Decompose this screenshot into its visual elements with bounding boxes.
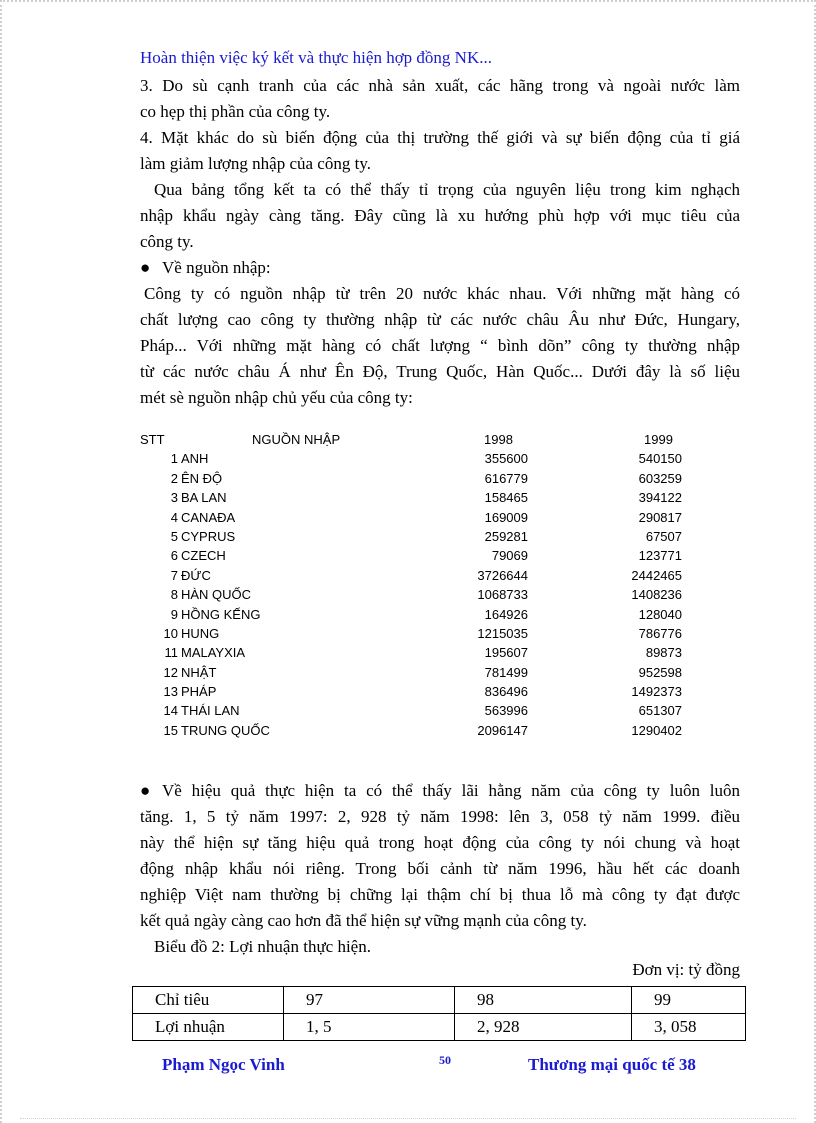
value-1999: 89873 (645, 645, 682, 661)
value-1999: 2442465 (631, 567, 682, 583)
column-header-source: NGUỒN NHẬP (252, 432, 341, 447)
value-1998: 3726644 (477, 567, 528, 583)
value-1998: 563996 (484, 703, 528, 719)
source-name: ÊN ĐỘ (181, 470, 223, 486)
row-number: 3 (170, 490, 178, 506)
profit-table-header-row (133, 987, 746, 1014)
source-name: HỒNG KẾNG (181, 606, 261, 622)
unit-label: Đơn vị: tỷ đồng (632, 960, 740, 979)
table-cell: 97 (284, 987, 455, 1014)
value-1999: 1290402 (631, 722, 682, 738)
text-line: này thể hiện sự tăng hiệu quả trong hoạt động của công ty nói chung và hoạt (140, 833, 740, 852)
text-line: 3. Do sù cạnh tranh của các nhà sản xuất, các hãng trong và ngoài nước làm (140, 76, 740, 95)
row-number: 9 (170, 606, 178, 622)
row-number: 13 (163, 684, 178, 700)
value-1998: 1215035 (477, 625, 528, 641)
text-line: làm giảm lượng nhập của công ty. (140, 154, 371, 173)
row-number: 7 (170, 567, 178, 583)
table-cell: 3, 058 (632, 1014, 746, 1041)
footer-course: Thương mại quốc tế 38 (528, 1055, 696, 1074)
table-cell: 98 (455, 987, 632, 1014)
column-header-stt: STT (140, 432, 165, 447)
text-line: kết quả ngày càng cao hơn đã thể hiện sự vững mạnh của công ty. (140, 911, 587, 930)
source-name: THÁI LAN (181, 703, 240, 719)
source-name: CANAĐA (181, 509, 236, 525)
text-line: 4. Mặt khác do sù biến động của thị trường thế giới và sự biến động của tỉ giá (140, 128, 740, 147)
value-1999: 67507 (645, 528, 682, 544)
text-line: công ty. (140, 232, 194, 251)
source-name: HÀN QUỐC (181, 587, 252, 603)
value-1998: 164926 (484, 606, 528, 622)
value-1998: 836496 (484, 684, 528, 700)
row-number: 12 (163, 664, 178, 680)
text-line: Pháp... Với những mặt hàng có chất lượng “ bình dõn” công ty thường nhập (140, 336, 740, 355)
value-1998: 259281 (484, 528, 528, 544)
bullet-heading (140, 255, 740, 281)
source-name: ĐỨC (181, 567, 211, 583)
value-1999: 290817 (638, 509, 682, 525)
text-line-content: Về hiệu quả thực hiện ta có thể thấy lãi hằng năm của công ty luôn luôn (162, 781, 740, 800)
value-1998: 158465 (484, 490, 528, 506)
value-1998: 1068733 (477, 587, 528, 603)
header-link[interactable]: Hoàn thiện việc ký kết và thực hiện hợp đồng NK... (140, 48, 492, 67)
value-1999: 123771 (638, 548, 682, 564)
source-name: NHẬT (181, 664, 217, 680)
bottom-divider (20, 1118, 796, 1119)
table-cell: Chỉ tiêu (133, 987, 284, 1014)
source-name: HUNG (181, 625, 220, 641)
row-number: 10 (163, 625, 178, 641)
value-1998: 2096147 (477, 722, 528, 738)
source-name: PHÁP (181, 684, 217, 700)
value-1998: 355600 (484, 451, 528, 467)
profit-table-data-row (133, 1014, 746, 1041)
row-number: 8 (170, 587, 178, 603)
source-name: MALAYXIA (181, 645, 246, 661)
value-1999: 952598 (638, 664, 682, 680)
column-header-1998: 1998 (484, 432, 513, 447)
row-number: 11 (164, 645, 178, 661)
text-line: tăng. 1, 5 tỷ năm 1997: 2, 928 tỷ năm 1998: lên 3, 058 tỷ năm 1999. điều (140, 807, 740, 826)
value-1998: 79069 (491, 548, 528, 564)
value-1998: 195607 (484, 645, 528, 661)
value-1999: 540150 (638, 451, 682, 467)
row-number: 1 (170, 451, 178, 467)
value-1999: 603259 (638, 470, 682, 486)
table-cell: Lợi nhuận (133, 1014, 284, 1041)
text-line (140, 778, 740, 804)
source-name: CYPRUS (181, 528, 236, 544)
body-section-2 (140, 778, 740, 960)
footer-page-number: 50 (439, 1053, 451, 1067)
value-1999: 1408236 (631, 587, 682, 603)
text-line: nghiệp Việt nam thường bị chững lại thậm chí bị thua lỗ mà công ty đạt được (140, 885, 740, 904)
text-line: từ các nước châu Á như Ên Độ, Trung Quốc, Hàn Quốc... Dưới đây là số liệu (140, 362, 740, 381)
column-header-1999: 1999 (644, 432, 673, 447)
value-1998: 616779 (484, 470, 528, 486)
body-section-1 (140, 73, 740, 411)
value-1999: 651307 (638, 703, 682, 719)
source-name: CZECH (181, 548, 226, 564)
heading-text: Về nguồn nhập: (162, 258, 271, 277)
chart-caption: Biểu đồ 2: Lợi nhuận thực hiện. (154, 937, 371, 956)
table-cell: 99 (632, 987, 746, 1014)
row-number: 5 (170, 528, 178, 544)
row-number: 6 (170, 548, 178, 564)
row-number: 2 (170, 470, 178, 486)
text-line: co hẹp thị phần của công ty. (140, 102, 331, 121)
row-number: 15 (163, 722, 178, 738)
value-1998: 781499 (484, 664, 528, 680)
text-line: Công ty có nguồn nhập từ trên 20 nước khác nhau. Với những mặt hàng có (144, 284, 740, 303)
value-1999: 128040 (638, 606, 682, 622)
footer-author: Phạm Ngọc Vinh (162, 1055, 285, 1074)
table-cell: 2, 928 (455, 1014, 632, 1041)
bullet-icon: ● (140, 781, 151, 800)
value-1999: 786776 (638, 625, 682, 641)
value-1999: 394122 (638, 490, 682, 506)
row-number: 14 (163, 703, 178, 719)
row-number: 4 (170, 509, 178, 525)
source-name: ANH (181, 451, 209, 467)
text-line: động nhập khẩu nói riêng. Trong bối cảnh từ năm 1996, hầu hết các doanh (140, 859, 740, 878)
text-line: mét sè nguồn nhập chủ yếu của công ty: (140, 388, 413, 407)
text-line: Qua bảng tổng kết ta có thể thấy tỉ trọng của nguyên liệu trong kim nghạch (154, 180, 740, 199)
value-1998: 169009 (484, 509, 528, 525)
table-cell: 1, 5 (284, 1014, 455, 1041)
text-line: nhập khẩu ngày càng tăng. Đây cũng là xu hướng phù hợp với mục tiêu của (140, 206, 740, 225)
profit-table (132, 986, 746, 1041)
source-name: TRUNG QUỐC (181, 722, 270, 738)
bullet-icon: ● (140, 258, 151, 277)
value-1999: 1492373 (631, 684, 682, 700)
text-line: chất lượng cao công ty thường nhập từ các nước châu Âu như Đức, Hungary, (140, 310, 740, 329)
source-name: BA LAN (181, 490, 227, 506)
